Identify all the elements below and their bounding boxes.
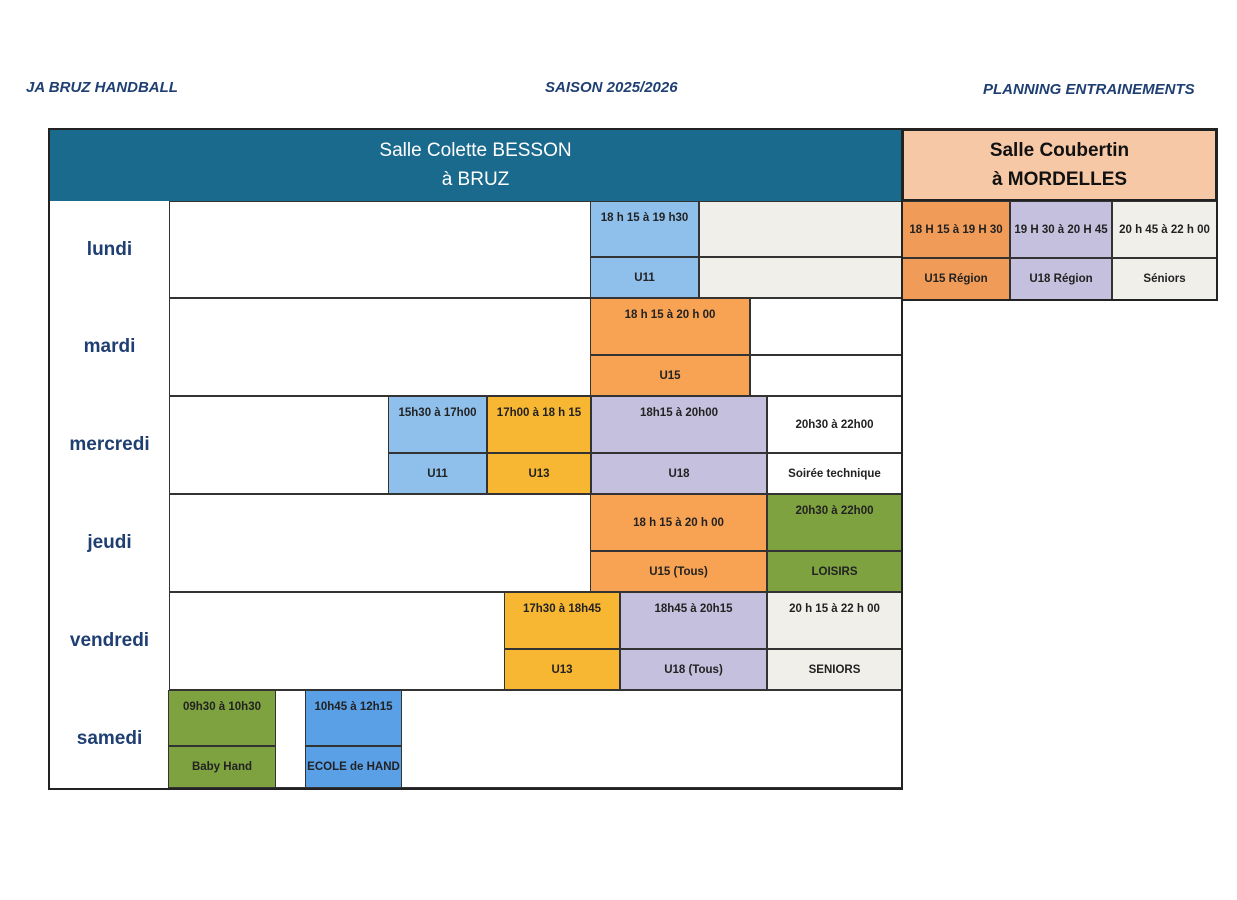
mercredi-u13-time: 17h00 à 18 h 15: [487, 396, 591, 453]
day-vendredi: vendredi: [69, 630, 150, 651]
samedi-ecole-group: ECOLE de HAND: [305, 746, 402, 788]
lundi-u18-region-time: 19 H 30 à 20 H 45: [1010, 201, 1112, 258]
lundi-u15-region-time: 18 H 15 à 19 H 30: [902, 201, 1010, 258]
jeudi-u15-group: U15 (Tous): [590, 551, 767, 592]
mordelles-table-frame: [901, 128, 1218, 301]
samedi-babyhand-time: 09h30 à 10h30: [168, 690, 276, 746]
mercredi-technique-time: 20h30 à 22h00: [767, 396, 902, 453]
lundi-u11-time: 18 h 15 à 19 h30: [590, 201, 699, 257]
vendredi-seniors-group: SENIORS: [767, 649, 902, 690]
vendredi-u13-time: 17h30 à 18h45: [504, 592, 620, 649]
hall-bruz-city: à BRUZ: [441, 169, 510, 190]
vendredi-seniors-time: 20 h 15 à 22 h 00: [767, 592, 902, 649]
hall-mordelles-city: à MORDELLES: [991, 169, 1128, 190]
samedi-ecole-time: 10h45 à 12h15: [305, 690, 402, 746]
lundi-seniors-group: Séniors: [1112, 258, 1217, 300]
hall-mordelles-name: Salle Coubertin: [989, 140, 1130, 161]
bruz-table-frame: [48, 128, 903, 790]
season-label: SAISON 2025/2026: [545, 79, 678, 96]
vendredi-u18-group: U18 (Tous): [620, 649, 767, 690]
mercredi-u13-group: U13: [487, 453, 591, 494]
lundi-u18-region-group: U18 Région: [1010, 258, 1112, 300]
day-lundi: lundi: [86, 238, 133, 260]
samedi-babyhand-group: Baby Hand: [168, 746, 276, 788]
mercredi-technique-group: Soirée technique: [767, 453, 902, 494]
mercredi-u11-group: U11: [388, 453, 487, 494]
club-name: JA BRUZ HANDBALL: [26, 79, 178, 96]
vendredi-u13-group: U13: [504, 649, 620, 690]
hall-bruz-name: Salle Colette BESSON: [379, 140, 572, 161]
day-mercredi: mercredi: [69, 434, 150, 455]
jeudi-u15-time: 18 h 15 à 20 h 00: [590, 494, 767, 551]
jeudi-loisirs-time: 20h30 à 22h00: [767, 494, 902, 551]
mardi-u15-time: 18 h 15 à 20 h 00: [590, 298, 750, 355]
vendredi-u18-time: 18h45 à 20h15: [620, 592, 767, 649]
lundi-u11-group: U11: [590, 257, 699, 298]
day-samedi: samedi: [76, 728, 143, 749]
mardi-u15-group: U15: [590, 355, 750, 396]
lundi-seniors-time: 20 h 45 à 22 h 00: [1112, 201, 1217, 258]
lundi-u15-region-group: U15 Région: [902, 258, 1010, 300]
day-mardi: mardi: [83, 336, 136, 357]
jeudi-loisirs-group: LOISIRS: [767, 551, 902, 592]
document-title: PLANNING ENTRAINEMENTS: [983, 81, 1195, 98]
mercredi-u18-time: 18h15 à 20h00: [591, 396, 767, 453]
mercredi-u18-group: U18: [591, 453, 767, 494]
day-jeudi: jeudi: [87, 532, 132, 553]
mercredi-u11-time: 15h30 à 17h00: [388, 396, 487, 453]
